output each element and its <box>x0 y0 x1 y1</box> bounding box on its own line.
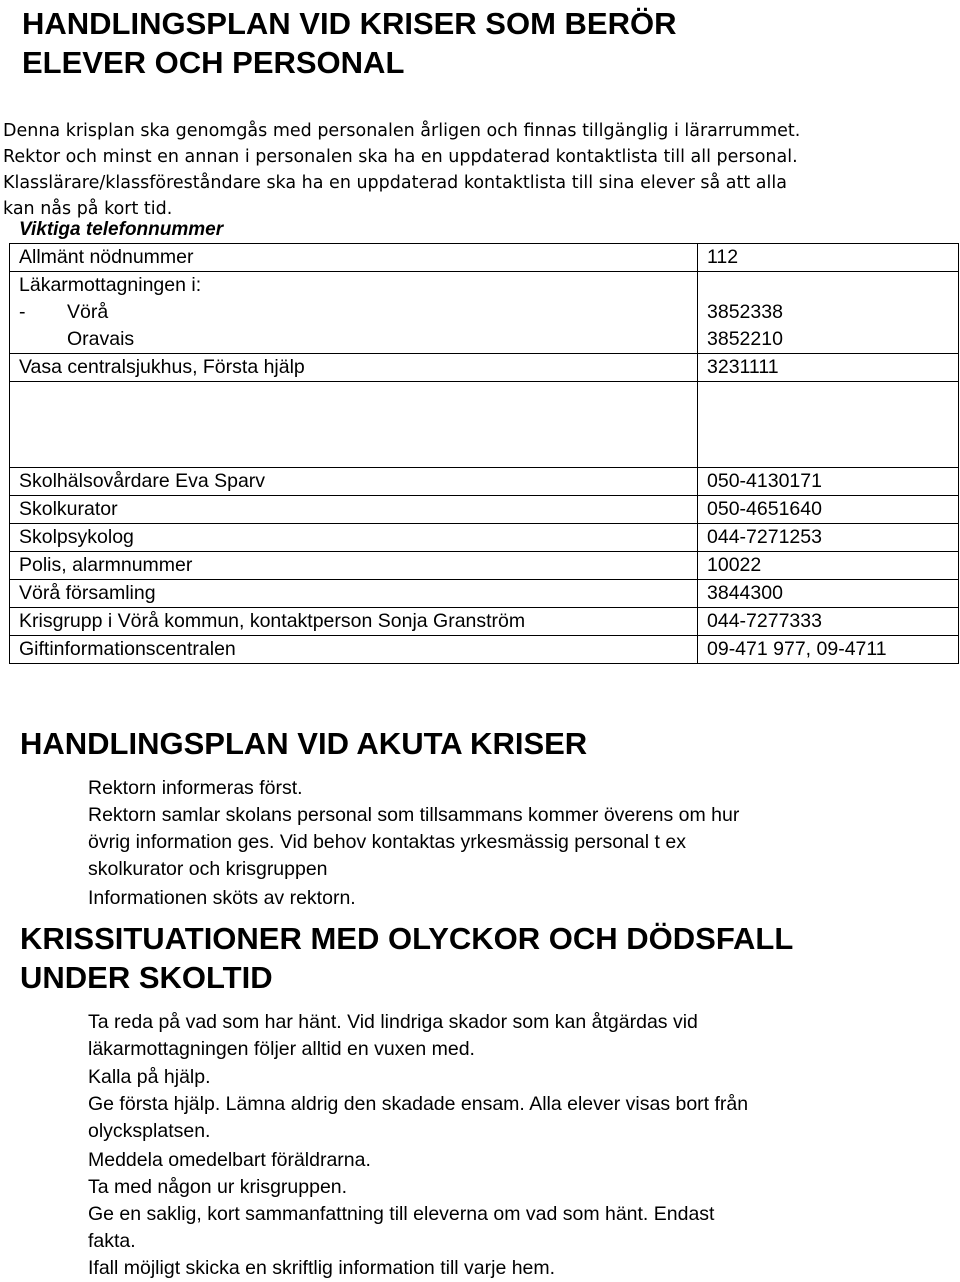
contact-number: 3852338 <box>707 301 783 323</box>
heading-line: KRISSITUATIONER MED OLYCKOR OCH DÖDSFALL <box>20 921 794 956</box>
contact-name: Vasa centralsjukhus, Första hjälp <box>10 354 698 382</box>
contact-number: 044-7277333 <box>698 608 959 636</box>
table-row <box>10 496 959 524</box>
body-line: Ta med någon ur krisgruppen. <box>88 1176 348 1198</box>
table-row <box>10 468 959 496</box>
empty-cell <box>698 382 959 468</box>
contact-name: Krisgrupp i Vörå kommun, kontaktperson Sonja Granström <box>10 608 698 636</box>
clinic-numbers <box>698 272 959 354</box>
page-title-line: ELEVER OCH PERSONAL <box>22 45 405 80</box>
contact-number: 3852210 <box>707 328 783 350</box>
contact-number: 050-4130171 <box>698 468 959 496</box>
intro-line: Klasslärare/klassföreståndare ska ha en uppdaterad kontaktlista till sina elever så att alla <box>3 173 787 193</box>
contact-number: 09-471 977, 09-4711 <box>698 636 959 664</box>
intro-line: Rektor och minst en annan i personalen ska ha en uppdaterad kontaktlista till all personal. <box>3 147 798 167</box>
dash-marker: - <box>19 301 26 323</box>
contact-name: Vörå församling <box>10 580 698 608</box>
body-line: Rektorn informeras först. <box>88 777 303 799</box>
contact-name: Skolhälsovårdare Eva Sparv <box>10 468 698 496</box>
clinic-location-name: Vörå <box>67 301 109 323</box>
acute-crisis-body <box>88 775 908 912</box>
phone-table <box>9 243 959 664</box>
body-line: fakta. <box>88 1230 136 1252</box>
body-line: olycksplatsen. <box>88 1120 211 1142</box>
body-line: Rektorn samlar skolans personal som tillsammans kommer överens om hur <box>88 804 740 826</box>
body-line: Informationen sköts av rektorn. <box>88 887 356 909</box>
body-line: övrig information ges. Vid behov kontaktas yrkesmässig personal t ex <box>88 831 686 853</box>
contact-name: Polis, alarmnummer <box>10 552 698 580</box>
contact-number: 112 <box>698 244 959 272</box>
contact-name: Skolkurator <box>10 496 698 524</box>
clinic-location <box>19 326 688 353</box>
contact-number: 3231111 <box>698 354 959 382</box>
accidents-heading <box>20 919 793 997</box>
table-row-empty <box>10 382 959 468</box>
table-row <box>10 272 959 354</box>
clinic-location-name: Oravais <box>67 328 135 350</box>
clinic-location <box>19 299 688 326</box>
spacer <box>707 272 949 299</box>
table-row <box>10 608 959 636</box>
body-line: Ge en saklig, kort sammanfattning till eleverna om vad som hänt. Endast <box>88 1203 715 1225</box>
page-title-line: HANDLINGSPLAN VID KRISER SOM BERÖR <box>22 6 677 41</box>
clinic-cell <box>10 272 698 354</box>
contact-number: 10022 <box>698 552 959 580</box>
contact-number: 3844300 <box>698 580 959 608</box>
contact-name: Skolpsykolog <box>10 524 698 552</box>
table-row <box>10 524 959 552</box>
clinic-label: Läkarmottagningen i: <box>19 274 202 296</box>
empty-cell <box>10 382 698 468</box>
body-line: läkarmottagningen följer alltid en vuxen med. <box>88 1038 475 1060</box>
body-line: Ifall möjligt skicka en skriftlig information till varje hem. <box>88 1257 556 1279</box>
table-row <box>10 244 959 272</box>
table-row <box>10 580 959 608</box>
acute-crisis-heading: HANDLINGSPLAN VID AKUTA KRISER <box>20 726 588 761</box>
intro-paragraph <box>3 118 943 222</box>
table-row <box>10 354 959 382</box>
body-line: Ta reda på vad som har hänt. Vid lindriga skador som kan åtgärdas vid <box>88 1011 698 1033</box>
contact-name: Giftinformationscentralen <box>10 636 698 664</box>
table-row <box>10 552 959 580</box>
body-line: skolkurator och krisgruppen <box>88 858 328 880</box>
body-line: Kalla på hjälp. <box>88 1066 211 1088</box>
body-line: Ge första hjälp. Lämna aldrig den skadade ensam. Alla elever visas bort från <box>88 1093 749 1115</box>
contact-name: Allmänt nödnummer <box>10 244 698 272</box>
table-row <box>10 636 959 664</box>
heading-line: UNDER SKOLTID <box>20 960 273 995</box>
accidents-body <box>88 1009 918 1282</box>
contact-number: 044-7271253 <box>698 524 959 552</box>
intro-line: kan nås på kort tid. <box>3 199 173 219</box>
phone-list-heading: Viktiga telefonnummer <box>19 219 224 240</box>
intro-line: Denna krisplan ska genomgås med personalen årligen och finnas tillgänglig i lärarrummet. <box>3 121 801 141</box>
contact-number: 050-4651640 <box>698 496 959 524</box>
page-title <box>22 4 922 82</box>
body-line: Meddela omedelbart föräldrarna. <box>88 1149 371 1171</box>
